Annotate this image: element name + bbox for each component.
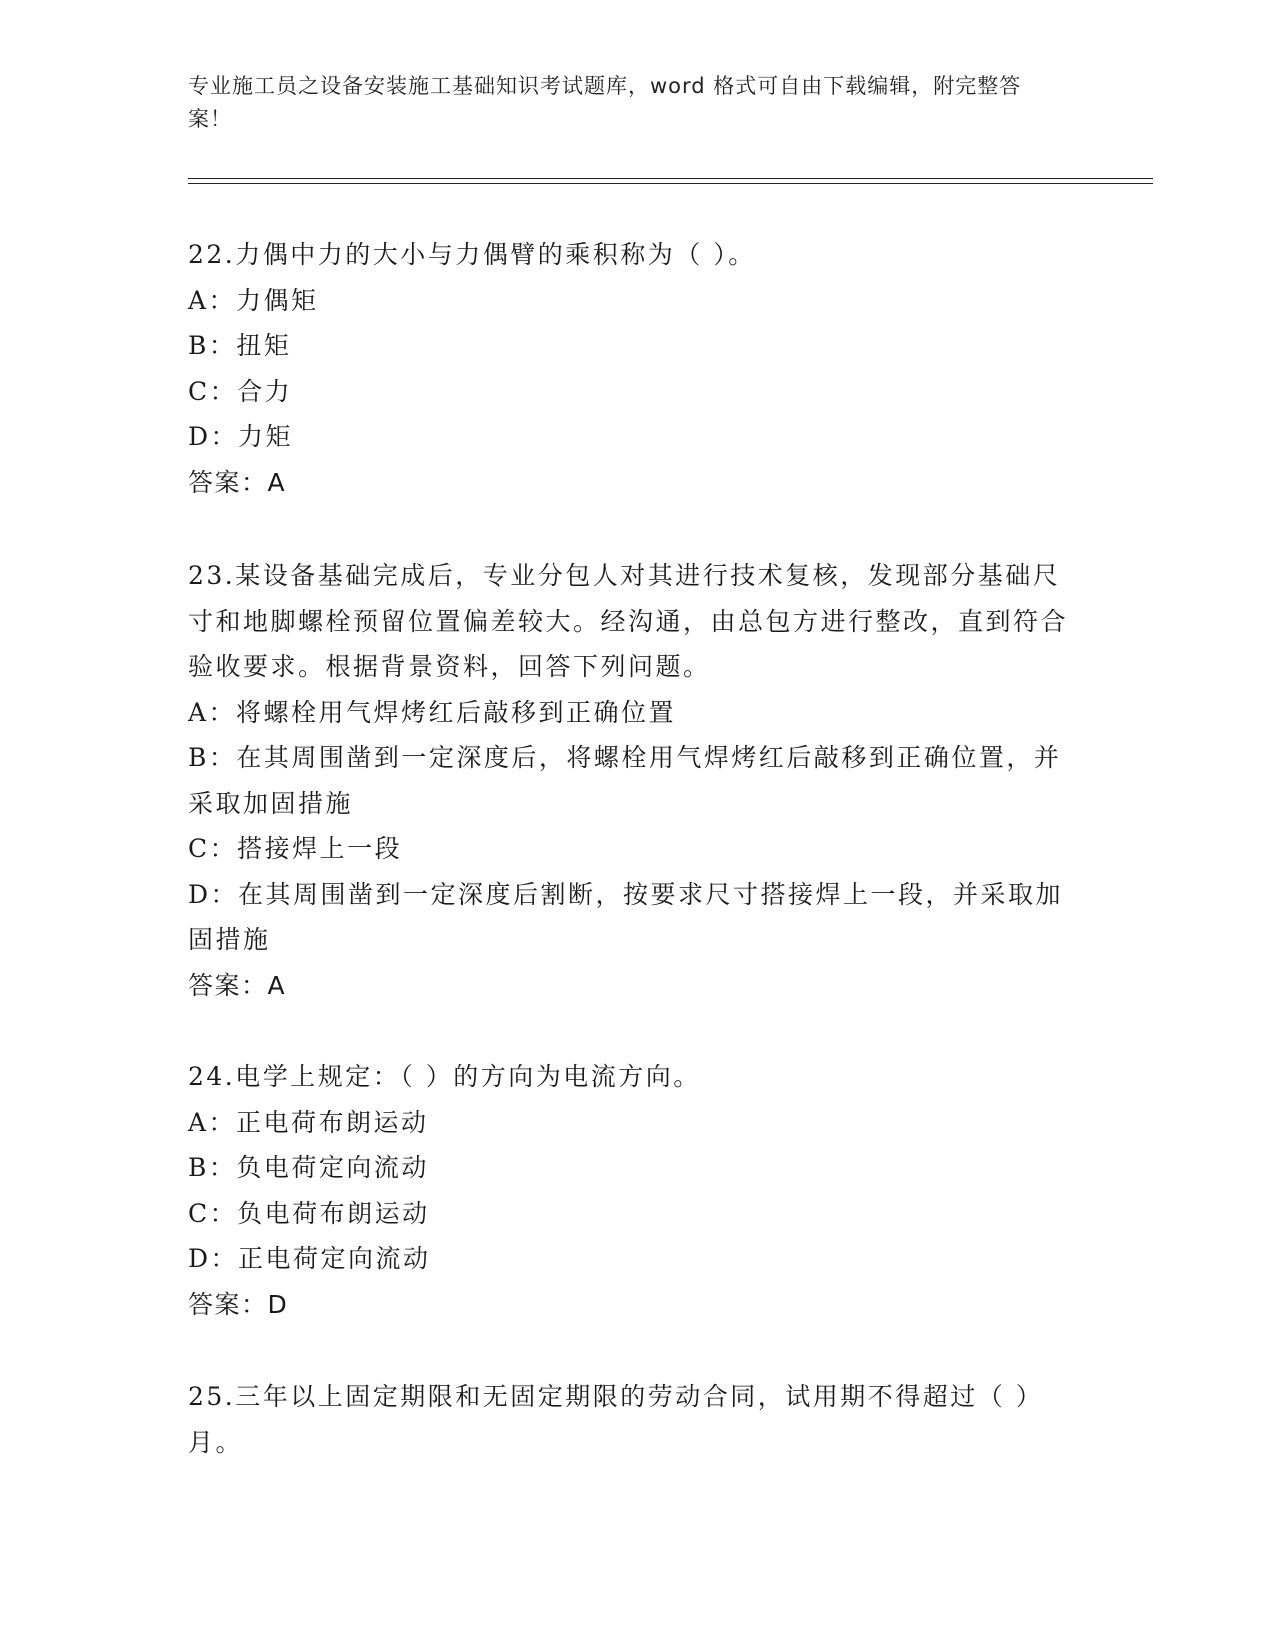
option-a: A：力偶矩 (188, 285, 319, 315)
option-b: B：扭矩 (188, 331, 292, 360)
question-22 (188, 232, 1068, 505)
option-b: B：负电荷定向流动 (188, 1153, 429, 1182)
document-header (188, 70, 1058, 136)
document-title: 专业施工员之设备安装施工基础知识考试题库，word 格式可自由下载编辑，附完整答案！ (188, 74, 1022, 131)
answer-line: 答案：A (188, 467, 287, 497)
option-a: A：将螺栓用气焊烤红后敲移到正确位置 (188, 697, 677, 727)
option-d: D：正电荷定向流动 (188, 1244, 431, 1273)
option-c: C：搭接焊上一段 (188, 834, 403, 863)
question-stem: 22.力偶中力的大小与力偶臂的乘积称为（ ）。 (188, 240, 756, 269)
question-stem: 23.某设备基础完成后，专业分包人对其进行技术复核，发现部分基础尺寸和地脚螺栓预留位置偏差较大。经沟通，由总包方进行整改，直到符合验收要求。根据背景资料，回答下列问题。 (188, 561, 1069, 681)
option-d: D：在其周围凿到一定深度后割断，按要求尺寸搭接焊上一段，并采取加固措施 (188, 879, 1064, 954)
question-25 (188, 1374, 1068, 1465)
option-a: A：正电荷布朗运动 (188, 1107, 429, 1137)
option-b: B：在其周围凿到一定深度后，将螺栓用气焊烤红后敲移到正确位置，并采取加固措施 (188, 743, 1062, 818)
header-divider-bottom (188, 183, 1153, 184)
answer-line: 答案：D (188, 1289, 289, 1319)
answer-line: 答案：A (188, 970, 287, 1000)
question-23 (188, 553, 1068, 1008)
question-stem: 25.三年以上固定期限和无固定期限的劳动合同，试用期不得超过（ ）月。 (188, 1382, 1044, 1457)
option-d: D：力矩 (188, 422, 294, 451)
option-c: C：负电荷布朗运动 (188, 1198, 430, 1228)
question-24 (188, 1054, 1068, 1327)
option-c: C：合力 (188, 376, 293, 406)
header-divider-top (188, 178, 1153, 179)
question-stem: 24.电学上规定：（ ）的方向为电流方向。 (188, 1062, 701, 1091)
